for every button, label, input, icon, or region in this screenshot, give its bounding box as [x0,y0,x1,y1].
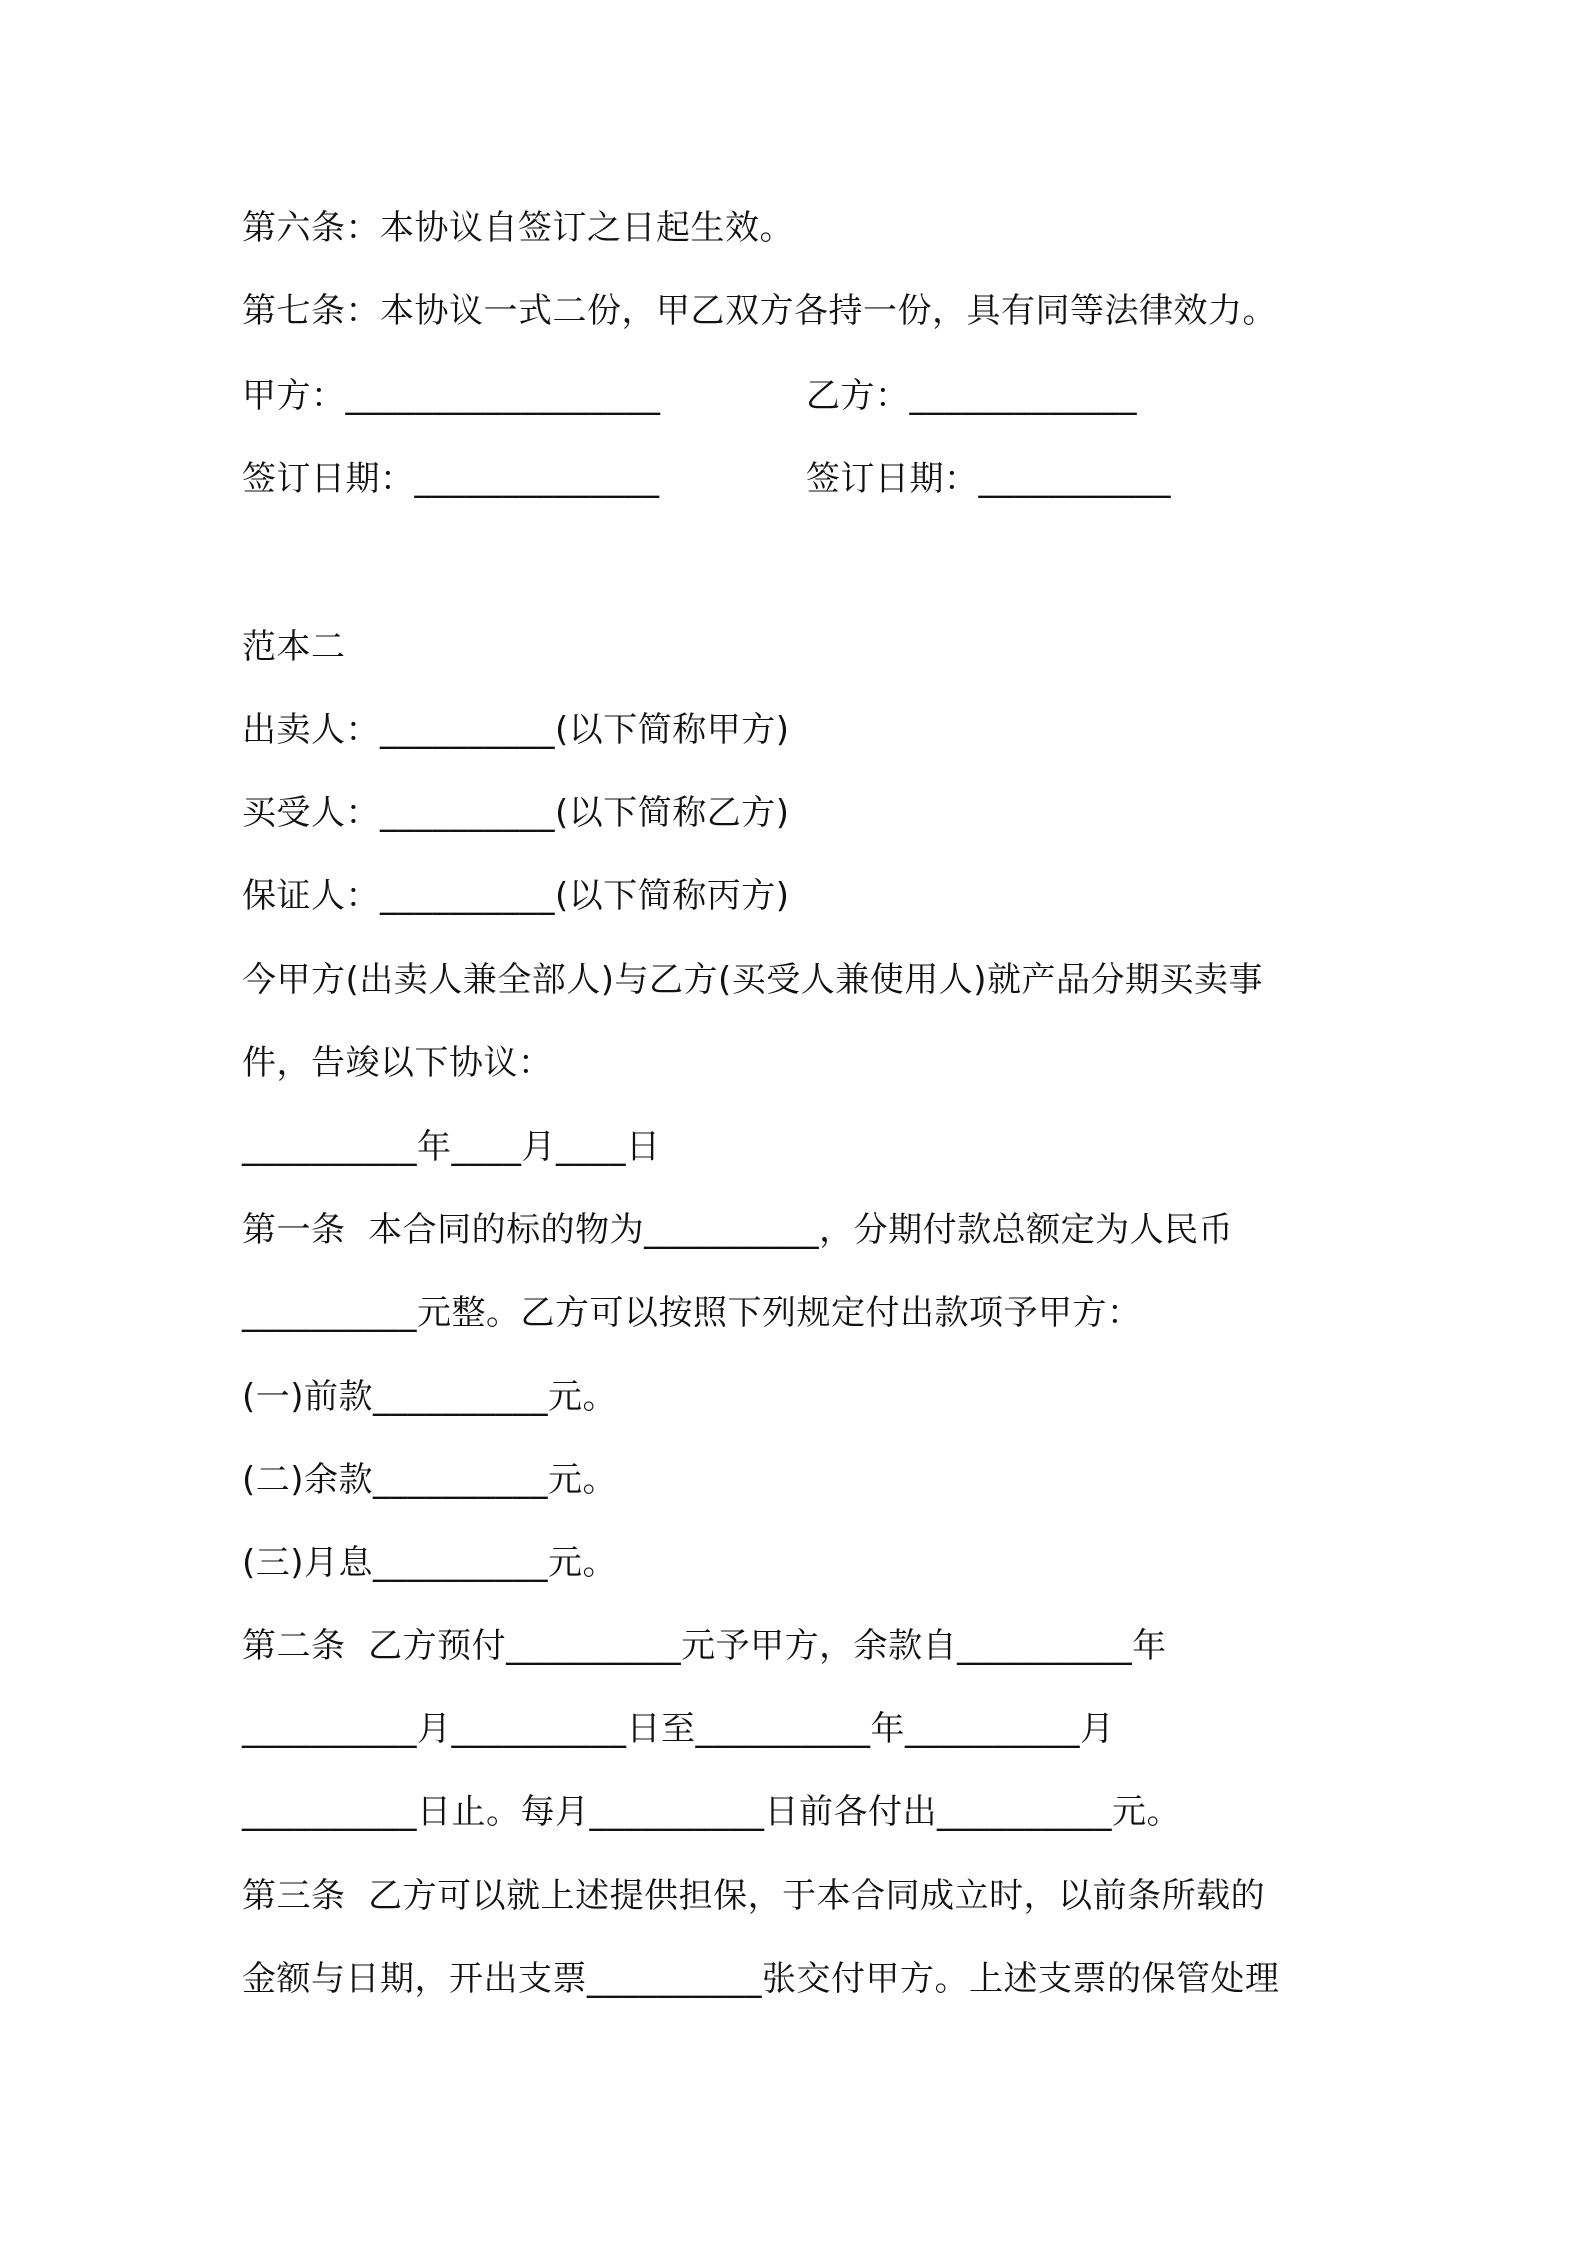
clause-2-line-3: __________日止。每月__________日前各付出__________元。 [242,1792,1181,1832]
clause-2-line-1: 第二条 乙方预付__________元予甲方，余款自__________年 [242,1626,1167,1666]
sign-date-a: 签订日期：______________ [242,459,660,499]
date-line: __________年____月____日 [242,1127,661,1167]
article-7: 第七条：本协议一式二份，甲乙双方各持一份，具有同等法律效力。 [242,291,1277,331]
clause-3-line-1: 第三条 乙方可以就上述提供担保，于本合同成立时，以前条所载的 [242,1876,1266,1916]
sign-date-b: 签订日期：___________ [806,459,1171,499]
party-b-signature: 乙方：_____________ [806,376,1137,416]
payment-item-2: (二)余款__________元。 [242,1460,618,1500]
clause-3-line-2: 金额与日期，开出支票__________张交付甲方。上述支票的保管处理 [242,1959,1280,1999]
clause-1-line-2: __________元整。乙方可以按照下列规定付出款项予甲方： [242,1293,1142,1333]
payment-item-3: (三)月息__________元。 [242,1543,618,1583]
intro-line-1: 今甲方(出卖人兼全部人)与乙方(买受人兼使用人)就产品分期买卖事 [242,960,1264,1000]
guarantor-line: 保证人：__________(以下简称丙方) [242,876,790,916]
clause-2-line-2: __________月__________日至__________年__________月 [242,1709,1115,1749]
clause-1-line-1: 第一条 本合同的标的物为__________，分期付款总额定为人民币 [242,1210,1234,1250]
article-6: 第六条：本协议自签订之日起生效。 [242,208,794,248]
template-2-title: 范本二 [242,627,346,667]
intro-line-2: 件，告竣以下协议： [242,1043,553,1083]
party-a-signature: 甲方：__________________ [242,376,661,416]
buyer-line: 买受人：__________(以下简称乙方) [242,793,790,833]
seller-line: 出卖人：__________(以下简称甲方) [242,710,790,750]
payment-item-1: (一)前款__________元。 [242,1377,618,1417]
